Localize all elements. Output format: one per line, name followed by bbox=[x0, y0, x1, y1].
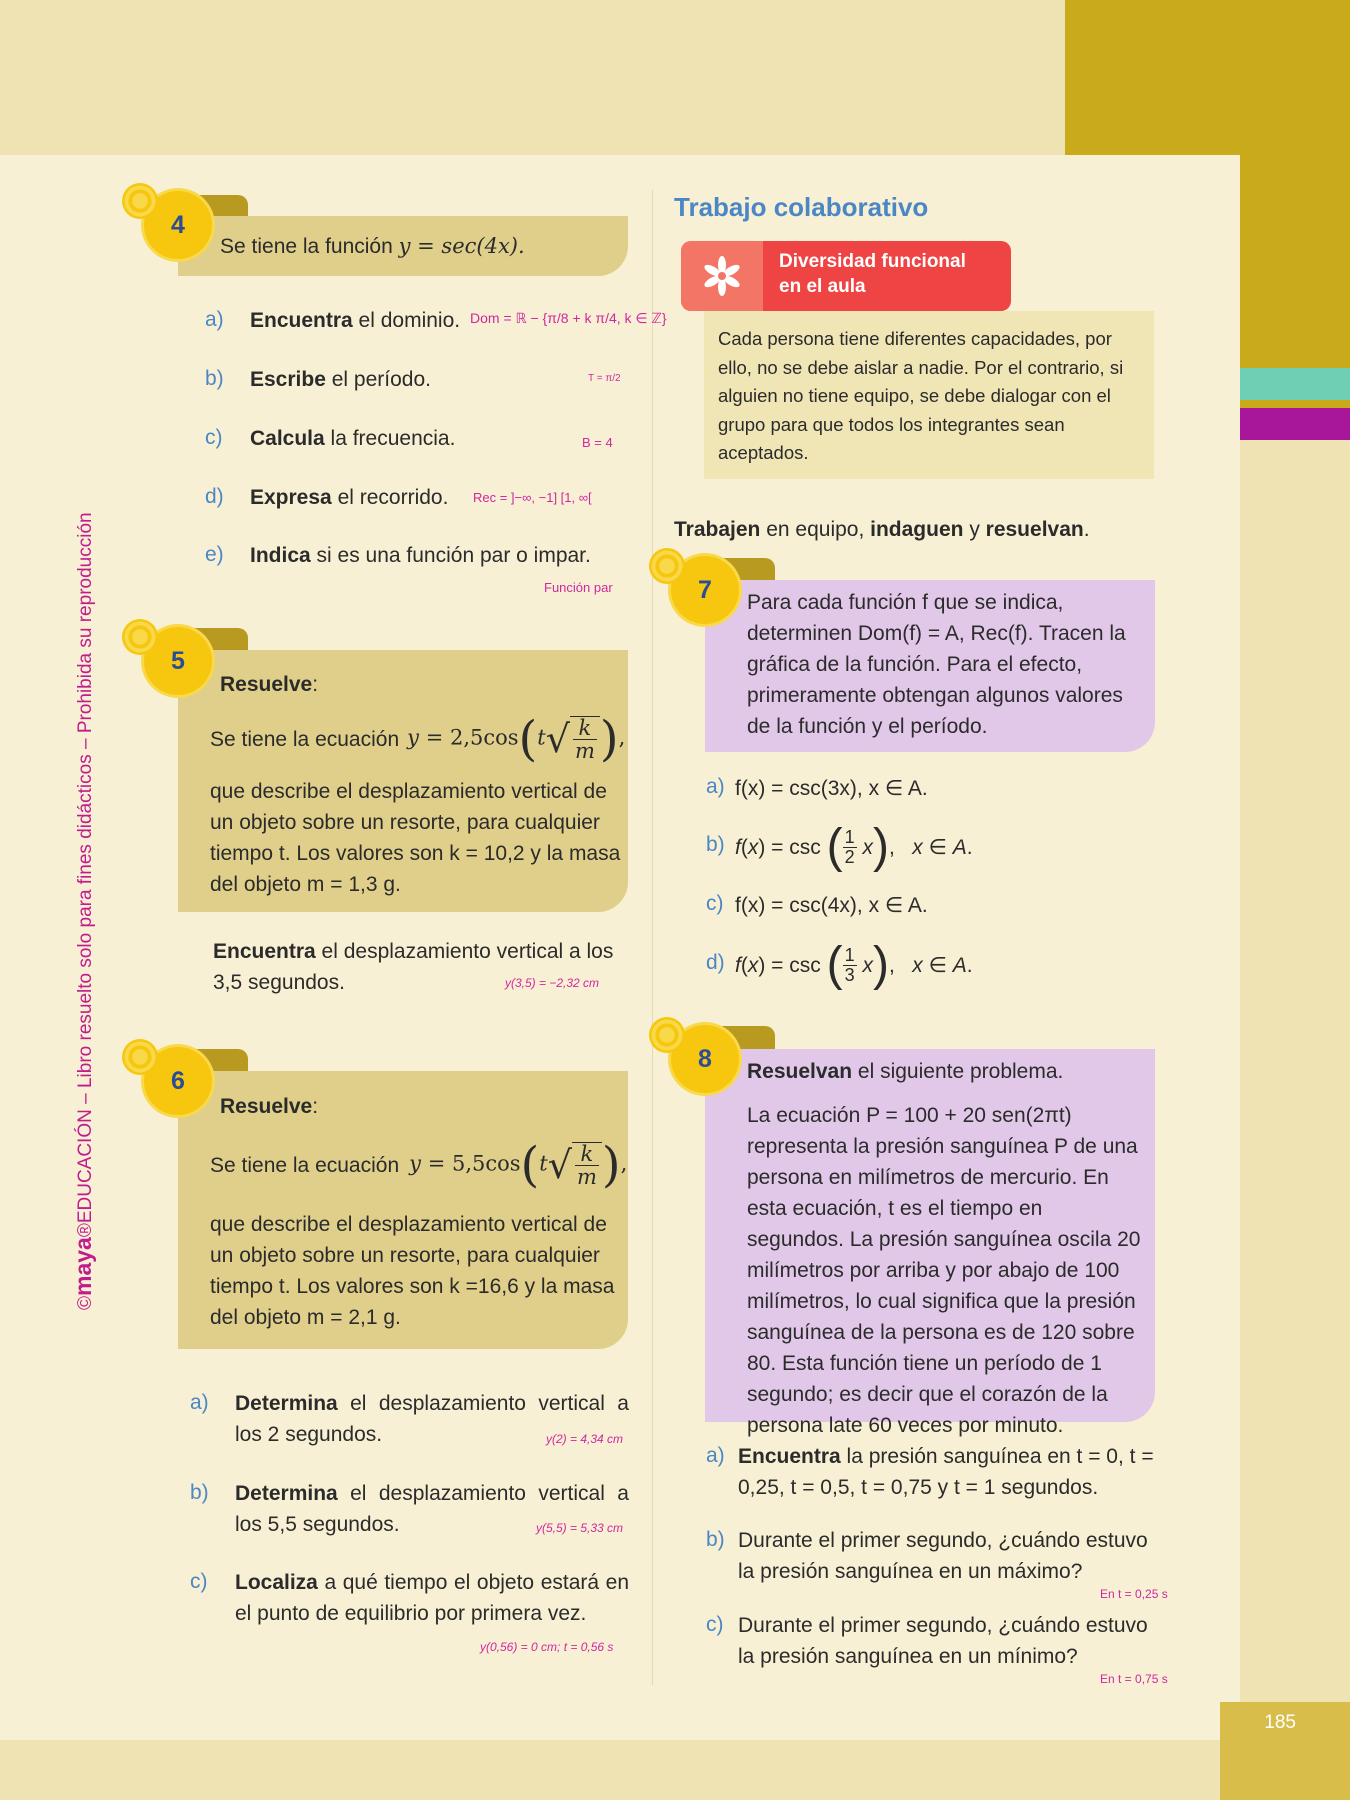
ex4-item-text bbox=[250, 482, 448, 513]
ex4-box bbox=[178, 216, 628, 276]
ex4-statement bbox=[220, 231, 525, 262]
ex6-item-verb: Determina bbox=[235, 1482, 338, 1505]
page-number: 185 bbox=[1264, 1712, 1296, 1733]
ex5-title-text: Resuelve bbox=[220, 673, 313, 696]
instr-text-1: en equipo, bbox=[760, 518, 871, 541]
teal-tab bbox=[1240, 368, 1350, 400]
instr-period: . bbox=[1083, 518, 1090, 541]
ex4-item-rest: el período. bbox=[325, 368, 431, 391]
ex8-item-letter: c) bbox=[706, 1613, 724, 1636]
ex4-formula: y = sec(4x). bbox=[398, 234, 525, 258]
ex4-item-letter: e) bbox=[205, 543, 224, 566]
collab-badge-line1: Diversidad funcional bbox=[779, 251, 966, 272]
ex7-item-expr: f(x) = csc(3x), x ∈ A. bbox=[735, 777, 928, 800]
ex6-item-letter: c) bbox=[190, 1570, 208, 1593]
ex4-item-text bbox=[250, 364, 431, 395]
ex6-item-answer: y(2) = 4,34 cm bbox=[546, 1432, 624, 1446]
ex5-answer: y(3,5) = −2,32 cm bbox=[505, 976, 600, 990]
column-divider bbox=[652, 190, 653, 1685]
ex5-equation: Se tiene la ecuación y = 2,5cos(t √ $\frac{k}{m}$ ), bbox=[210, 711, 626, 767]
ex5-body: que describe el desplazamiento vertical de un objeto sobre un resorte, para cualquier tiempo t. Los valores son k = 10,2 y la masa del objeto m = 1,3 g. bbox=[210, 780, 621, 896]
ex7-item-expr: f ( x ) = csc ( $\frac{1}{2}$ x ) , x ∈ A . bbox=[735, 820, 973, 873]
ex4-item-letter: d) bbox=[205, 485, 224, 508]
collab-instruction bbox=[674, 514, 1090, 545]
ex4-item-rest: el dominio. bbox=[352, 309, 461, 332]
ex4-item-answer: Dom = ℝ − {π/8 + k π/4, k ∈ ℤ} bbox=[470, 310, 667, 326]
purple-tab bbox=[1240, 408, 1350, 440]
copyright-text: ®EDUCACIÓN – Libro resuelto solo para fines didácticos – Prohibida su reproducción bbox=[75, 512, 96, 1238]
ex4-item-verb: Encuentra bbox=[250, 309, 353, 332]
ex4-item-text bbox=[250, 423, 455, 454]
ex6-title-text: Resuelve bbox=[220, 1095, 313, 1118]
ex6-title bbox=[220, 1091, 318, 1122]
maya-logo: maya bbox=[70, 1237, 96, 1296]
ex8-box bbox=[705, 1049, 1155, 1437]
ex4-item-answer: B = 4 bbox=[582, 435, 613, 450]
ex4-item-verb: Calcula bbox=[250, 427, 325, 450]
ex6-item-verb: Determina bbox=[235, 1392, 338, 1415]
ex6-box bbox=[178, 1071, 628, 1349]
collab-badge-icon-bg bbox=[681, 241, 763, 311]
ex4-item-verb: Escribe bbox=[250, 368, 326, 391]
ex4-item-rest: el recorrido. bbox=[331, 486, 449, 509]
ex4-item-rest: si es una función par o impar. bbox=[310, 544, 591, 567]
ex5-eq-intro: Se tiene la ecuación bbox=[210, 727, 400, 751]
ex6-item-rest: el desplazamiento vertical a los 2 segundos. bbox=[235, 1392, 629, 1446]
copyright-symbol: © bbox=[75, 1296, 96, 1310]
collab-badge-title bbox=[779, 249, 966, 299]
ex6-item-rest: el desplazamiento vertical a los 5,5 segundos. bbox=[235, 1482, 629, 1536]
ex5-title bbox=[220, 669, 318, 700]
ex7-item-letter: d) bbox=[706, 951, 725, 974]
ex4-item-answer: T = π/2 bbox=[588, 373, 621, 384]
ex7-item-letter: a) bbox=[706, 775, 725, 798]
collab-heading: Trabajo colaborativo bbox=[674, 192, 929, 222]
copyright-sidebar bbox=[70, 512, 97, 1310]
ex4-number: 4 bbox=[171, 211, 185, 239]
collab-badge-line2: en el aula bbox=[779, 276, 866, 297]
ex6-item-rest: a qué tiempo el objeto estará en el punto de equilibrio por primera vez. bbox=[235, 1571, 629, 1625]
ex8-item-text bbox=[738, 1525, 1158, 1587]
ex8-item-rest: Durante el primer segundo, ¿cuándo estuvo la presión sanguínea en un máximo? bbox=[738, 1529, 1148, 1583]
ex8-item-letter: b) bbox=[706, 1528, 725, 1551]
ex4-item-answer: Función par bbox=[544, 580, 613, 595]
ex6-item-answer: y(5,5) = 5,33 cm bbox=[536, 1521, 624, 1535]
top-band bbox=[0, 0, 1065, 155]
ex6-item-verb: Localiza bbox=[235, 1571, 318, 1594]
instr-resuelvan: resuelvan bbox=[985, 518, 1084, 541]
collab-note: Cada persona tiene diferentes capacidades, por ello, no se debe aislar a nadie. Por el contrario, si alguien no tiene equipo, se debe dialogar con el grupo para que todos los integrantes sean aceptados. bbox=[718, 328, 1124, 463]
ex4-item-letter: a) bbox=[205, 308, 224, 331]
ex4-item-letter: c) bbox=[205, 426, 223, 449]
ex8-item-letter: a) bbox=[706, 1444, 725, 1467]
ex8-item-answer: En t = 0,75 s bbox=[1100, 1672, 1168, 1686]
ex4-item-verb: Indica bbox=[250, 544, 311, 567]
ex7-number: 7 bbox=[698, 576, 712, 604]
ex4-item-letter: b) bbox=[205, 367, 224, 390]
ex5-box bbox=[178, 650, 628, 912]
ex7-box bbox=[705, 580, 1155, 752]
ex7-item-expr: f(x) = csc(4x), x ∈ A. bbox=[735, 894, 928, 917]
ex8-title-rest: el siguiente problema. bbox=[852, 1060, 1064, 1083]
ex8-item-rest: Durante el primer segundo, ¿cuándo estuvo la presión sanguínea en un mínimo? bbox=[738, 1614, 1148, 1668]
ex4-number-badge bbox=[144, 191, 212, 259]
ex8-number: 8 bbox=[698, 1045, 712, 1073]
ex8-body: La ecuación P = 100 + 20 sen(2πt) representa la presión sanguínea P de una persona en milímetros de mercurio. En esta ecuación, t es el tiempo en segundos. La presión sanguínea oscila 20 milímetros por arriba y por abajo de 100 milímetros, lo cual significa que la presión sanguínea de la persona es de 120 sobre 80. Esta función tiene un período de 1 segundo; es decir que el corazón de la persona late 60 veces por minuto. bbox=[747, 1104, 1141, 1437]
ex5-task-rest: el desplazamiento vertical a los 3,5 segundos. bbox=[213, 940, 614, 994]
ex8-title-verb: Resuelvan bbox=[747, 1060, 853, 1083]
ex7-item-letter: b) bbox=[706, 833, 725, 856]
ex7-number-badge bbox=[671, 556, 739, 624]
ex8-item-rest: la presión sanguínea en t = 0, t = 0,25, t = 0,5, t = 0,75 y t = 1 segundos. bbox=[738, 1445, 1154, 1499]
right-light-band bbox=[1240, 440, 1350, 1800]
ex5-number-badge bbox=[144, 627, 212, 695]
ex6-equation: Se tiene la ecuación y = 5,5cos(t √ $\frac{k}{m}$ ), bbox=[210, 1137, 628, 1193]
ex5-number: 5 bbox=[171, 647, 185, 675]
ex4-statement-text: Se tiene la función bbox=[220, 235, 399, 258]
flower-icon bbox=[681, 241, 763, 311]
ex7-text: Para cada función f que se indica, determinen Dom(f) = A, Rec(f). Tracen la gráfica de la función. Para el efecto, primeramente obtengan algunos valores de la función y el período. bbox=[747, 591, 1126, 738]
ex4-item-answer: Rec = ]−∞, −1] [1, ∞[ bbox=[473, 490, 592, 505]
ex6-item-letter: b) bbox=[190, 1481, 209, 1504]
ex7-item-letter: c) bbox=[706, 892, 724, 915]
ex7-item-expr: f ( x ) = csc ( $\frac{1}{3}$ x ) , x ∈ A . bbox=[735, 938, 973, 991]
ex8-item-verb: Encuentra bbox=[738, 1445, 841, 1468]
bottom-band bbox=[0, 1740, 1220, 1800]
ex4-item-verb: Expresa bbox=[250, 486, 332, 509]
ex6-number: 6 bbox=[171, 1067, 185, 1095]
ex6-item-text bbox=[235, 1567, 629, 1629]
ex5-task-verb: Encuentra bbox=[213, 940, 316, 963]
ex6-body: que describe el desplazamiento vertical de un objeto sobre un resorte, para cualquier tiempo t. Los valores son k =16,6 y la masa del objeto m = 2,1 g. bbox=[210, 1213, 615, 1329]
collab-note-box bbox=[704, 311, 1154, 479]
ex8-item-text bbox=[738, 1610, 1158, 1672]
ex6-number-badge bbox=[144, 1047, 212, 1115]
instr-indaguen: indaguen bbox=[870, 518, 964, 541]
instr-text-2: y bbox=[963, 518, 986, 541]
ex8-title bbox=[747, 1056, 1063, 1087]
ex6-eq-intro: Se tiene la ecuación bbox=[210, 1153, 400, 1177]
ex5-title-colon: : bbox=[312, 673, 319, 696]
ex4-item-text bbox=[250, 305, 460, 336]
ex8-number-badge bbox=[671, 1025, 739, 1093]
ex4-item-text bbox=[250, 540, 591, 571]
ex6-item-answer: y(0,56) = 0 cm; t = 0,56 s bbox=[480, 1640, 614, 1654]
collab-badge bbox=[681, 241, 1011, 311]
ex4-item-rest: la frecuencia. bbox=[324, 427, 456, 450]
ex6-item-letter: a) bbox=[190, 1391, 209, 1414]
instr-trabajen: Trabajen bbox=[674, 518, 761, 541]
ex8-item-answer: En t = 0,25 s bbox=[1100, 1587, 1168, 1601]
ex8-item-text bbox=[738, 1441, 1158, 1503]
ex6-title-colon: : bbox=[312, 1095, 319, 1118]
